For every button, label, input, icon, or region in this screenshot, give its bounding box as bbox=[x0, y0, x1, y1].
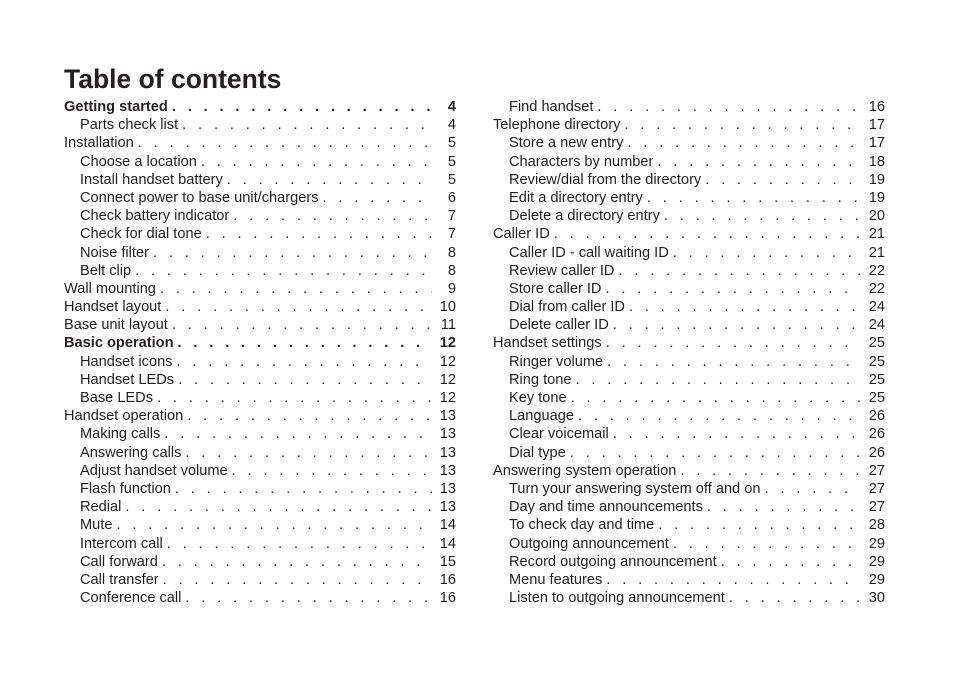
dot-leader bbox=[131, 262, 432, 280]
dot-leader bbox=[121, 498, 432, 516]
toc-subentry[interactable] bbox=[493, 316, 885, 334]
toc-subentry[interactable] bbox=[493, 244, 885, 262]
dot-leader bbox=[593, 98, 861, 116]
dot-leader bbox=[229, 207, 432, 225]
dot-leader bbox=[172, 353, 432, 371]
toc-page-number: 13 bbox=[439, 408, 456, 425]
dot-leader bbox=[174, 371, 432, 389]
toc-entry-label: Review caller ID bbox=[509, 262, 615, 279]
toc-page-number: 6 bbox=[447, 189, 456, 206]
toc-entry[interactable] bbox=[493, 116, 885, 134]
toc-subentry[interactable] bbox=[493, 553, 885, 571]
toc-entry-label: Conference call bbox=[80, 590, 182, 607]
toc-page-number: 24 bbox=[868, 299, 885, 316]
dot-leader bbox=[701, 171, 861, 189]
toc-entry-label: To check day and time bbox=[509, 517, 655, 534]
dot-leader bbox=[660, 207, 861, 225]
toc-subentry[interactable] bbox=[64, 535, 456, 553]
dot-leader bbox=[643, 189, 861, 207]
toc-subentry[interactable] bbox=[64, 516, 456, 534]
toc-entry[interactable] bbox=[64, 280, 456, 298]
toc-entry-label: Belt clip bbox=[80, 262, 132, 279]
toc-page-number: 19 bbox=[868, 171, 885, 188]
toc-subentry[interactable] bbox=[493, 280, 885, 298]
dot-leader bbox=[163, 535, 432, 553]
toc-subentry[interactable] bbox=[64, 553, 456, 571]
toc-subentry[interactable] bbox=[64, 444, 456, 462]
toc-subentry[interactable] bbox=[493, 153, 885, 171]
toc-page-number: 20 bbox=[868, 208, 885, 225]
toc-subentry[interactable] bbox=[64, 389, 456, 407]
toc-page-number: 25 bbox=[868, 335, 885, 352]
toc-subentry[interactable] bbox=[493, 371, 885, 389]
toc-entry[interactable] bbox=[64, 334, 456, 352]
toc-entry-label: Handset operation bbox=[64, 408, 184, 425]
toc-entry-label: Dial from caller ID bbox=[509, 299, 625, 316]
toc-subentry[interactable] bbox=[493, 425, 885, 443]
toc-entry[interactable] bbox=[64, 98, 456, 116]
dot-leader bbox=[168, 316, 432, 334]
toc-entry[interactable] bbox=[493, 334, 885, 352]
toc-page-number: 21 bbox=[868, 226, 885, 243]
toc-entry-label: Find handset bbox=[509, 99, 594, 115]
toc-page-number: 13 bbox=[439, 462, 456, 479]
toc-entry-label: Ring tone bbox=[509, 371, 572, 388]
toc-entry-label: Handset LEDs bbox=[80, 371, 175, 388]
toc-subentry[interactable] bbox=[493, 571, 885, 589]
toc-entry-label: Answering system operation bbox=[493, 462, 677, 479]
toc-entry-label: Choose a location bbox=[80, 153, 197, 170]
toc-entry-label: Telephone directory bbox=[493, 117, 621, 134]
dot-leader bbox=[156, 280, 432, 298]
toc-entry-label: Store caller ID bbox=[509, 280, 602, 297]
toc-entry-label: Listen to outgoing announcement bbox=[509, 590, 725, 607]
toc-subentry[interactable] bbox=[493, 353, 885, 371]
dot-leader bbox=[760, 480, 861, 498]
toc-entry-label: Edit a directory entry bbox=[509, 189, 643, 206]
toc-page-number: 25 bbox=[868, 353, 885, 370]
toc-page-number: 5 bbox=[447, 135, 456, 152]
dot-leader bbox=[602, 571, 861, 589]
dot-leader bbox=[669, 244, 861, 262]
dot-leader bbox=[173, 334, 432, 352]
toc-page-number: 14 bbox=[439, 517, 456, 534]
toc-page-number: 16 bbox=[439, 571, 456, 588]
toc-subentry[interactable] bbox=[493, 444, 885, 462]
toc-subentry[interactable] bbox=[64, 589, 456, 607]
toc-entry-label: Day and time announcements bbox=[509, 499, 703, 516]
dot-leader bbox=[223, 171, 432, 189]
toc-entry-label: Check battery indicator bbox=[80, 208, 230, 225]
toc-entry[interactable] bbox=[64, 134, 456, 152]
toc-page-number: 13 bbox=[439, 426, 456, 443]
dot-leader bbox=[168, 98, 432, 116]
toc-page-number: 4 bbox=[447, 99, 456, 115]
toc-page-number: 4 bbox=[447, 117, 456, 134]
dot-leader bbox=[571, 371, 861, 389]
toc-page-number: 17 bbox=[868, 117, 885, 134]
toc-subentry[interactable] bbox=[493, 516, 885, 534]
page-title: Table of contents bbox=[64, 64, 282, 94]
toc-subentry[interactable] bbox=[64, 353, 456, 371]
toc-page-number: 13 bbox=[439, 480, 456, 497]
toc-subentry[interactable] bbox=[64, 116, 456, 134]
toc-page-number: 17 bbox=[868, 135, 885, 152]
dot-leader bbox=[654, 516, 861, 534]
toc-page-number: 12 bbox=[439, 335, 456, 352]
toc-entry-label: Dial type bbox=[509, 444, 566, 461]
toc-entry-label: Language bbox=[509, 408, 574, 425]
toc-page-number: 22 bbox=[868, 280, 885, 297]
toc-page-number: 5 bbox=[447, 153, 456, 170]
toc-entry-label: Making calls bbox=[80, 426, 161, 443]
toc-entry-label: Install handset battery bbox=[80, 171, 223, 188]
toc-entry-label: Answering calls bbox=[80, 444, 182, 461]
toc-page-number: 18 bbox=[868, 153, 885, 170]
toc-page-number: 22 bbox=[868, 262, 885, 279]
toc-page-number: 27 bbox=[868, 499, 885, 516]
dot-leader bbox=[609, 425, 861, 443]
toc-entry-label: Base unit layout bbox=[64, 317, 168, 334]
toc-entry-label: Menu features bbox=[509, 571, 603, 588]
toc-entry-label: Turn your answering system off and on bbox=[509, 480, 761, 497]
dot-leader bbox=[603, 353, 861, 371]
dot-leader bbox=[202, 225, 432, 243]
toc-subentry[interactable] bbox=[64, 480, 456, 498]
toc-page-number: 5 bbox=[447, 171, 456, 188]
dot-leader bbox=[149, 244, 432, 262]
toc-page-number: 7 bbox=[447, 208, 456, 225]
toc-subentry[interactable] bbox=[493, 134, 885, 152]
toc-column-left bbox=[64, 98, 456, 607]
toc-entry-label: Caller ID - call waiting ID bbox=[509, 244, 669, 261]
toc-entry-label: Call transfer bbox=[80, 571, 159, 588]
dot-leader bbox=[602, 334, 861, 352]
toc-subentry[interactable] bbox=[493, 189, 885, 207]
toc-entry-label: Ringer volume bbox=[509, 353, 604, 370]
dot-leader bbox=[153, 389, 432, 407]
toc-subentry[interactable] bbox=[64, 462, 456, 480]
toc-page-number: 7 bbox=[447, 226, 456, 243]
dot-leader bbox=[653, 153, 861, 171]
toc-entry-label: Intercom call bbox=[80, 535, 163, 552]
toc-entry-label: Caller ID bbox=[493, 226, 550, 243]
toc-page-number: 9 bbox=[447, 280, 456, 297]
toc-entry-label: Store a new entry bbox=[509, 135, 624, 152]
dot-leader bbox=[669, 535, 861, 553]
toc-entry[interactable] bbox=[64, 407, 456, 425]
toc-entry-label: Noise filter bbox=[80, 244, 149, 261]
toc-column-right bbox=[493, 98, 885, 607]
toc-page-number: 26 bbox=[868, 408, 885, 425]
toc-entry-label: Delete caller ID bbox=[509, 317, 609, 334]
toc-entry-label: Characters by number bbox=[509, 153, 654, 170]
toc-entry-label: Delete a directory entry bbox=[509, 208, 660, 225]
toc-entry-label: Wall mounting bbox=[64, 280, 156, 297]
dot-leader bbox=[112, 516, 432, 534]
dot-leader bbox=[550, 225, 861, 243]
toc-entry-label: Review/dial from the directory bbox=[509, 171, 702, 188]
toc-entry-label: Flash function bbox=[80, 480, 171, 497]
toc-page-number: 13 bbox=[439, 444, 456, 461]
dot-leader bbox=[601, 280, 861, 298]
toc-subentry[interactable] bbox=[493, 207, 885, 225]
toc-page-number: 29 bbox=[868, 571, 885, 588]
toc-page-number: 8 bbox=[447, 262, 456, 279]
toc-entry-label: Check for dial tone bbox=[80, 226, 202, 243]
toc-page-number: 25 bbox=[868, 371, 885, 388]
toc-page-number: 12 bbox=[439, 353, 456, 370]
toc-page-number: 15 bbox=[439, 553, 456, 570]
toc-entry-label: Clear voicemail bbox=[509, 426, 609, 443]
dot-leader bbox=[183, 407, 432, 425]
toc-subentry[interactable] bbox=[64, 425, 456, 443]
dot-leader bbox=[178, 116, 432, 134]
toc-subentry[interactable] bbox=[493, 98, 885, 116]
toc-entry-label: Handset settings bbox=[493, 335, 602, 352]
toc-page-number: 30 bbox=[868, 590, 885, 607]
toc-entry-label: Call forward bbox=[80, 553, 158, 570]
toc-page-number: 16 bbox=[868, 99, 885, 115]
dot-leader bbox=[160, 425, 432, 443]
toc-subentry[interactable] bbox=[493, 407, 885, 425]
dot-leader bbox=[197, 153, 432, 171]
toc-entry-label: Key tone bbox=[509, 390, 567, 406]
dot-leader bbox=[161, 298, 432, 316]
toc-subentry[interactable] bbox=[64, 153, 456, 171]
toc-entry-label: Getting started bbox=[64, 99, 168, 115]
toc-page-number: 21 bbox=[868, 244, 885, 261]
toc-entry-label: Base LEDs bbox=[80, 390, 154, 406]
dot-leader bbox=[158, 553, 432, 571]
toc-page-number: 8 bbox=[447, 244, 456, 261]
dot-leader bbox=[703, 498, 861, 516]
toc-subentry[interactable] bbox=[64, 207, 456, 225]
toc-entry-label: Connect power to base unit/chargers bbox=[80, 189, 319, 206]
toc-entry-label: Adjust handset volume bbox=[80, 462, 228, 479]
toc-entry-label: Record outgoing announcement bbox=[509, 553, 717, 570]
toc-page-number: 13 bbox=[439, 499, 456, 516]
toc-page-number: 29 bbox=[868, 535, 885, 552]
toc-page-number: 19 bbox=[868, 189, 885, 206]
toc-subentry[interactable] bbox=[64, 371, 456, 389]
toc-page-number: 10 bbox=[439, 299, 456, 316]
toc-subentry[interactable] bbox=[493, 535, 885, 553]
toc-subentry[interactable] bbox=[64, 498, 456, 516]
dot-leader bbox=[717, 553, 861, 571]
dot-leader bbox=[623, 134, 861, 152]
dot-leader bbox=[620, 116, 861, 134]
dot-leader bbox=[676, 462, 861, 480]
dot-leader bbox=[181, 589, 432, 607]
toc-subentry[interactable] bbox=[493, 171, 885, 189]
toc-page-number: 12 bbox=[439, 390, 456, 406]
toc-entry[interactable] bbox=[64, 316, 456, 334]
toc-subentry[interactable] bbox=[493, 480, 885, 498]
toc-entry-label: Handset icons bbox=[80, 353, 173, 370]
toc-page-number: 27 bbox=[868, 462, 885, 479]
toc-subentry[interactable] bbox=[64, 244, 456, 262]
toc-page-number: 28 bbox=[868, 517, 885, 534]
toc-subentry[interactable] bbox=[493, 589, 885, 607]
toc-page-number: 26 bbox=[868, 444, 885, 461]
dot-leader bbox=[609, 316, 861, 334]
toc-page-number: 14 bbox=[439, 535, 456, 552]
dot-leader bbox=[319, 189, 432, 207]
toc-subentry[interactable] bbox=[64, 225, 456, 243]
dot-leader bbox=[625, 298, 861, 316]
toc-page-number: 29 bbox=[868, 553, 885, 570]
toc-subentry[interactable] bbox=[64, 189, 456, 207]
toc-entry-label: Parts check list bbox=[80, 117, 179, 134]
dot-leader bbox=[181, 444, 432, 462]
dot-leader bbox=[134, 134, 432, 152]
toc-subentry[interactable] bbox=[493, 498, 885, 516]
toc-page-number: 11 bbox=[440, 317, 456, 334]
toc-entry[interactable] bbox=[493, 225, 885, 243]
toc-entry-label: Outgoing announcement bbox=[509, 535, 669, 552]
dot-leader bbox=[566, 444, 861, 462]
toc-subentry[interactable] bbox=[64, 262, 456, 280]
dot-leader bbox=[725, 589, 861, 607]
toc-page-number: 27 bbox=[868, 480, 885, 497]
dot-leader bbox=[614, 262, 861, 280]
toc-entry[interactable] bbox=[493, 462, 885, 480]
toc-entry-label: Installation bbox=[64, 135, 134, 152]
dot-leader bbox=[574, 407, 861, 425]
dot-leader bbox=[171, 480, 432, 498]
toc-page-number: 16 bbox=[439, 590, 456, 607]
dot-leader bbox=[567, 389, 861, 407]
toc-entry-label: Mute bbox=[80, 517, 113, 534]
toc-entry[interactable] bbox=[64, 298, 456, 316]
toc-entry-label: Handset layout bbox=[64, 299, 162, 316]
dot-leader bbox=[159, 571, 432, 589]
toc-entry-label: Basic operation bbox=[64, 335, 174, 352]
toc-subentry[interactable] bbox=[493, 389, 885, 407]
toc-page-number: 25 bbox=[868, 390, 885, 406]
toc-page-number: 24 bbox=[868, 317, 885, 334]
toc-entry-label: Redial bbox=[80, 499, 122, 516]
toc-subentry[interactable] bbox=[493, 262, 885, 280]
toc-page-number: 12 bbox=[439, 371, 456, 388]
toc-subentry[interactable] bbox=[493, 298, 885, 316]
toc-page-number: 26 bbox=[868, 426, 885, 443]
toc-subentry[interactable] bbox=[64, 571, 456, 589]
toc-subentry[interactable] bbox=[64, 171, 456, 189]
dot-leader bbox=[228, 462, 432, 480]
